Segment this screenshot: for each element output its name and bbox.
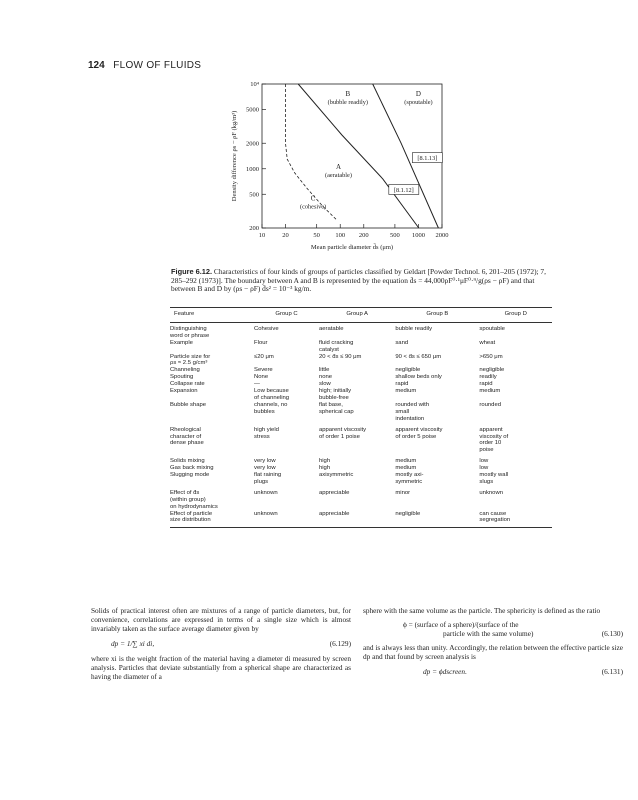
table-cell: apparent viscosity of order 10 poise xyxy=(479,426,509,454)
table-cell: Bubble shape xyxy=(170,401,207,408)
table-cell: mostly axi- symmetric xyxy=(395,472,424,485)
table-cell: Low because of channeling xyxy=(254,388,290,401)
left-paragraph-1: Solids of practical interest often are mixtures of a range of particle diameters, but, for convenience, correlations are expressed in terms of a single size which is almost invariably taken as the surface average diameter given by xyxy=(91,606,351,633)
geldart-chart xyxy=(0,0,638,270)
equation-6-129 xyxy=(91,639,351,648)
table-row xyxy=(170,511,552,528)
boundary-label: [8.1.12] xyxy=(393,186,414,194)
x-tick-label: 100 xyxy=(335,232,346,239)
column-header-3: Group B xyxy=(395,308,479,323)
table-cell: Expansion xyxy=(170,388,198,395)
right-paragraph-2: and is always less than unity. Accordingly, the relation between the effective particle size dp and that found by screen analysis is xyxy=(363,643,623,661)
table-cell: apparent viscosity of order 5 poise xyxy=(395,426,443,440)
page-number: 124 xyxy=(88,60,105,71)
table-cell: negligible xyxy=(395,367,421,374)
table-row xyxy=(170,472,552,486)
table-cell: negligible xyxy=(395,511,479,528)
x-axis-label: Mean particle diameter d̄s (μm) xyxy=(310,244,394,251)
column-header-1: Group C xyxy=(254,308,319,323)
table-cell: unknown xyxy=(479,489,503,496)
table-cell: bubble readily xyxy=(395,325,433,332)
table-cell: Cohesive xyxy=(254,325,279,332)
column-header-0: Feature xyxy=(170,308,254,323)
equation-6-130-line-2: particle with the same volume) xyxy=(443,629,534,638)
table-cell: Spouting xyxy=(170,374,194,381)
table-cell: flat base, spherical cap xyxy=(318,401,354,415)
table-cell: Slugging mode xyxy=(170,472,210,479)
region-label-a: A xyxy=(335,162,342,171)
table-cell: fluid cracking catalyst xyxy=(318,339,354,353)
table-cell: high xyxy=(318,458,331,465)
table-row xyxy=(170,381,552,388)
table-header-row xyxy=(170,308,552,323)
region-label-c: C xyxy=(310,194,316,203)
region-desc-d: (spoutable) xyxy=(404,99,433,107)
table-cell: rapid xyxy=(395,381,409,388)
table-cell: — xyxy=(254,381,260,388)
table-row xyxy=(170,454,552,465)
table-cell: negligible xyxy=(479,367,505,374)
region-desc-b: (bubble readily) xyxy=(327,99,369,107)
right-paragraph-1: sphere with the same volume as the particle. The sphericity is defined as the ratio xyxy=(363,606,601,615)
table-cell: 20 < d̄s ≤ 90 μm xyxy=(318,353,362,360)
table-cell: shallow beds only xyxy=(395,374,442,381)
equation-6-129-expression: dp = 1/∑ xi di, xyxy=(111,639,155,648)
y-tick-label: 10⁴ xyxy=(250,81,259,89)
table-cell: aeratable xyxy=(318,325,344,332)
table-cell: unknown xyxy=(254,489,278,496)
y-axis-label: Density difference ρs − ρF (kg/m³) xyxy=(231,110,238,202)
region-label-d: D xyxy=(415,90,421,99)
table-cell: little xyxy=(318,367,330,374)
table-row xyxy=(170,486,552,511)
x-tick-label: 1000 xyxy=(411,232,425,239)
y-tick-label: 2000 xyxy=(246,140,259,148)
characteristics-table xyxy=(170,307,552,528)
table-row xyxy=(170,354,552,368)
x-tick-label: 500 xyxy=(390,232,400,239)
x-tick-label: 200 xyxy=(358,232,369,239)
table-cell: axisymmetric xyxy=(318,472,354,479)
table-cell: ≤20 μm xyxy=(254,353,274,360)
table-cell: 90 < d̄s ≤ 650 μm xyxy=(395,353,442,360)
table-cell: Particle size for ρs ≈ 2.5 g/cm³ xyxy=(170,353,211,367)
column-header-2: Group A xyxy=(319,308,395,323)
table-row xyxy=(170,322,552,339)
table-row xyxy=(170,340,552,354)
figure-label: Figure 6.12. xyxy=(171,267,213,276)
table-cell: very low xyxy=(254,458,276,465)
table-cell: unknown xyxy=(254,511,319,528)
table-row xyxy=(170,423,552,455)
equation-6-129-number: (6.129) xyxy=(329,639,351,648)
table-cell: medium xyxy=(395,465,417,472)
table-cell: Effect of d̄s (within group) on hydrodynamics xyxy=(170,489,218,510)
table-cell: wheat xyxy=(479,339,496,346)
equation-6-131-number: (6.131) xyxy=(601,667,623,676)
table-cell: Solids mixing xyxy=(170,458,205,465)
column-header-4: Group D xyxy=(479,308,552,323)
x-tick-label: 10 xyxy=(258,232,266,239)
region-desc-a: (aeratable) xyxy=(325,171,352,179)
table-cell: Example xyxy=(170,339,193,346)
table-cell: appreciable xyxy=(319,511,395,528)
table-cell: Effect of particle size distribution xyxy=(170,511,254,528)
table-cell: rounded xyxy=(479,401,502,408)
table-cell: can cause segregation xyxy=(479,511,552,528)
table-cell: Channeling xyxy=(170,367,200,374)
region-label-b: B xyxy=(345,90,351,99)
equation-6-130-number: (6.130) xyxy=(601,629,623,638)
table-row xyxy=(170,388,552,402)
table-cell: Severe xyxy=(254,367,273,374)
x-tick-label: 20 xyxy=(282,232,289,239)
running-title: FLOW OF FLUIDS xyxy=(113,60,202,71)
table-cell: high yield stress xyxy=(254,426,279,440)
table-cell: appreciable xyxy=(318,489,350,496)
table-cell: rapid xyxy=(479,381,493,388)
table-cell: channels, no bubbles xyxy=(254,401,288,415)
table-cell: mostly wall slugs xyxy=(479,472,509,485)
table-cell: none xyxy=(318,374,333,381)
equation-6-131 xyxy=(363,667,623,676)
region-desc-c: (cohesive) xyxy=(299,203,327,211)
table-cell: Gas back mixing xyxy=(170,465,214,472)
equation-6-130-line-1: ϕ = (surface of a sphere)/(surface of the xyxy=(403,620,519,629)
left-paragraph-2: where xi is the weight fraction of the material having a diameter di measured by screen analysis. Particles that deviate substantially from a spherical shape are characterized as having the diameter of a xyxy=(91,654,351,681)
table-cell: Collapse rate xyxy=(170,381,205,388)
table-cell: >650 μm xyxy=(479,353,503,360)
table-cell: spoutable xyxy=(479,325,505,332)
table-row xyxy=(170,465,552,472)
table-cell: high; initially bubble-free xyxy=(318,388,352,401)
table-row xyxy=(170,402,552,423)
table-cell: medium xyxy=(395,388,417,395)
y-tick-label: 200 xyxy=(249,225,259,233)
table-cell: Flour xyxy=(254,339,268,346)
y-tick-label: 1000 xyxy=(246,165,259,173)
table-cell: slow xyxy=(318,381,331,388)
table-cell: minor xyxy=(395,489,411,496)
table-row xyxy=(170,374,552,381)
table-cell: sand xyxy=(395,339,409,346)
equation-6-130 xyxy=(363,620,623,638)
table-cell: low xyxy=(479,458,489,465)
table-row xyxy=(170,367,552,374)
equation-6-131-expression: dp = ϕdscreen. xyxy=(423,667,467,676)
table-cell: flat raining plugs xyxy=(254,472,282,485)
y-tick-label: 500 xyxy=(249,191,259,199)
table-cell: Distinguishing word or phrase xyxy=(170,325,210,339)
y-tick-label: 5000 xyxy=(246,106,259,114)
x-tick-label: 50 xyxy=(313,232,320,239)
table-cell: apparent viscosity of order 1 poise xyxy=(318,426,367,440)
table-cell: Rheological character of dense phase xyxy=(170,426,204,447)
table-cell: None xyxy=(254,374,269,381)
table-cell: readily xyxy=(479,374,497,381)
table-cell: high xyxy=(318,465,331,472)
figure-caption xyxy=(171,268,551,294)
x-tick-label: 2000 xyxy=(435,232,449,239)
left-column xyxy=(91,606,351,681)
table-cell: medium xyxy=(479,388,501,395)
table-cell: low xyxy=(479,465,489,472)
table-cell: rounded with small indentation xyxy=(395,401,430,422)
figure-caption-text: Characteristics of four kinds of groups of particles classified by Geldart [Powder Technol. 6, 201–205 (1972); 7, 285–292 (1973)]. The boundary between A and B is represented by the equation d̄s = 44,000ρF⁰·¹μF⁰·⁹/g(ρs − ρF) and that between B and D by (ρs − ρF) d̄s² = 10⁻³ kg/m. xyxy=(171,267,546,294)
table-cell: very low xyxy=(254,465,276,472)
right-column xyxy=(363,606,623,682)
table-cell: medium xyxy=(395,458,417,465)
boundary-label: [8.1.13] xyxy=(417,155,438,163)
